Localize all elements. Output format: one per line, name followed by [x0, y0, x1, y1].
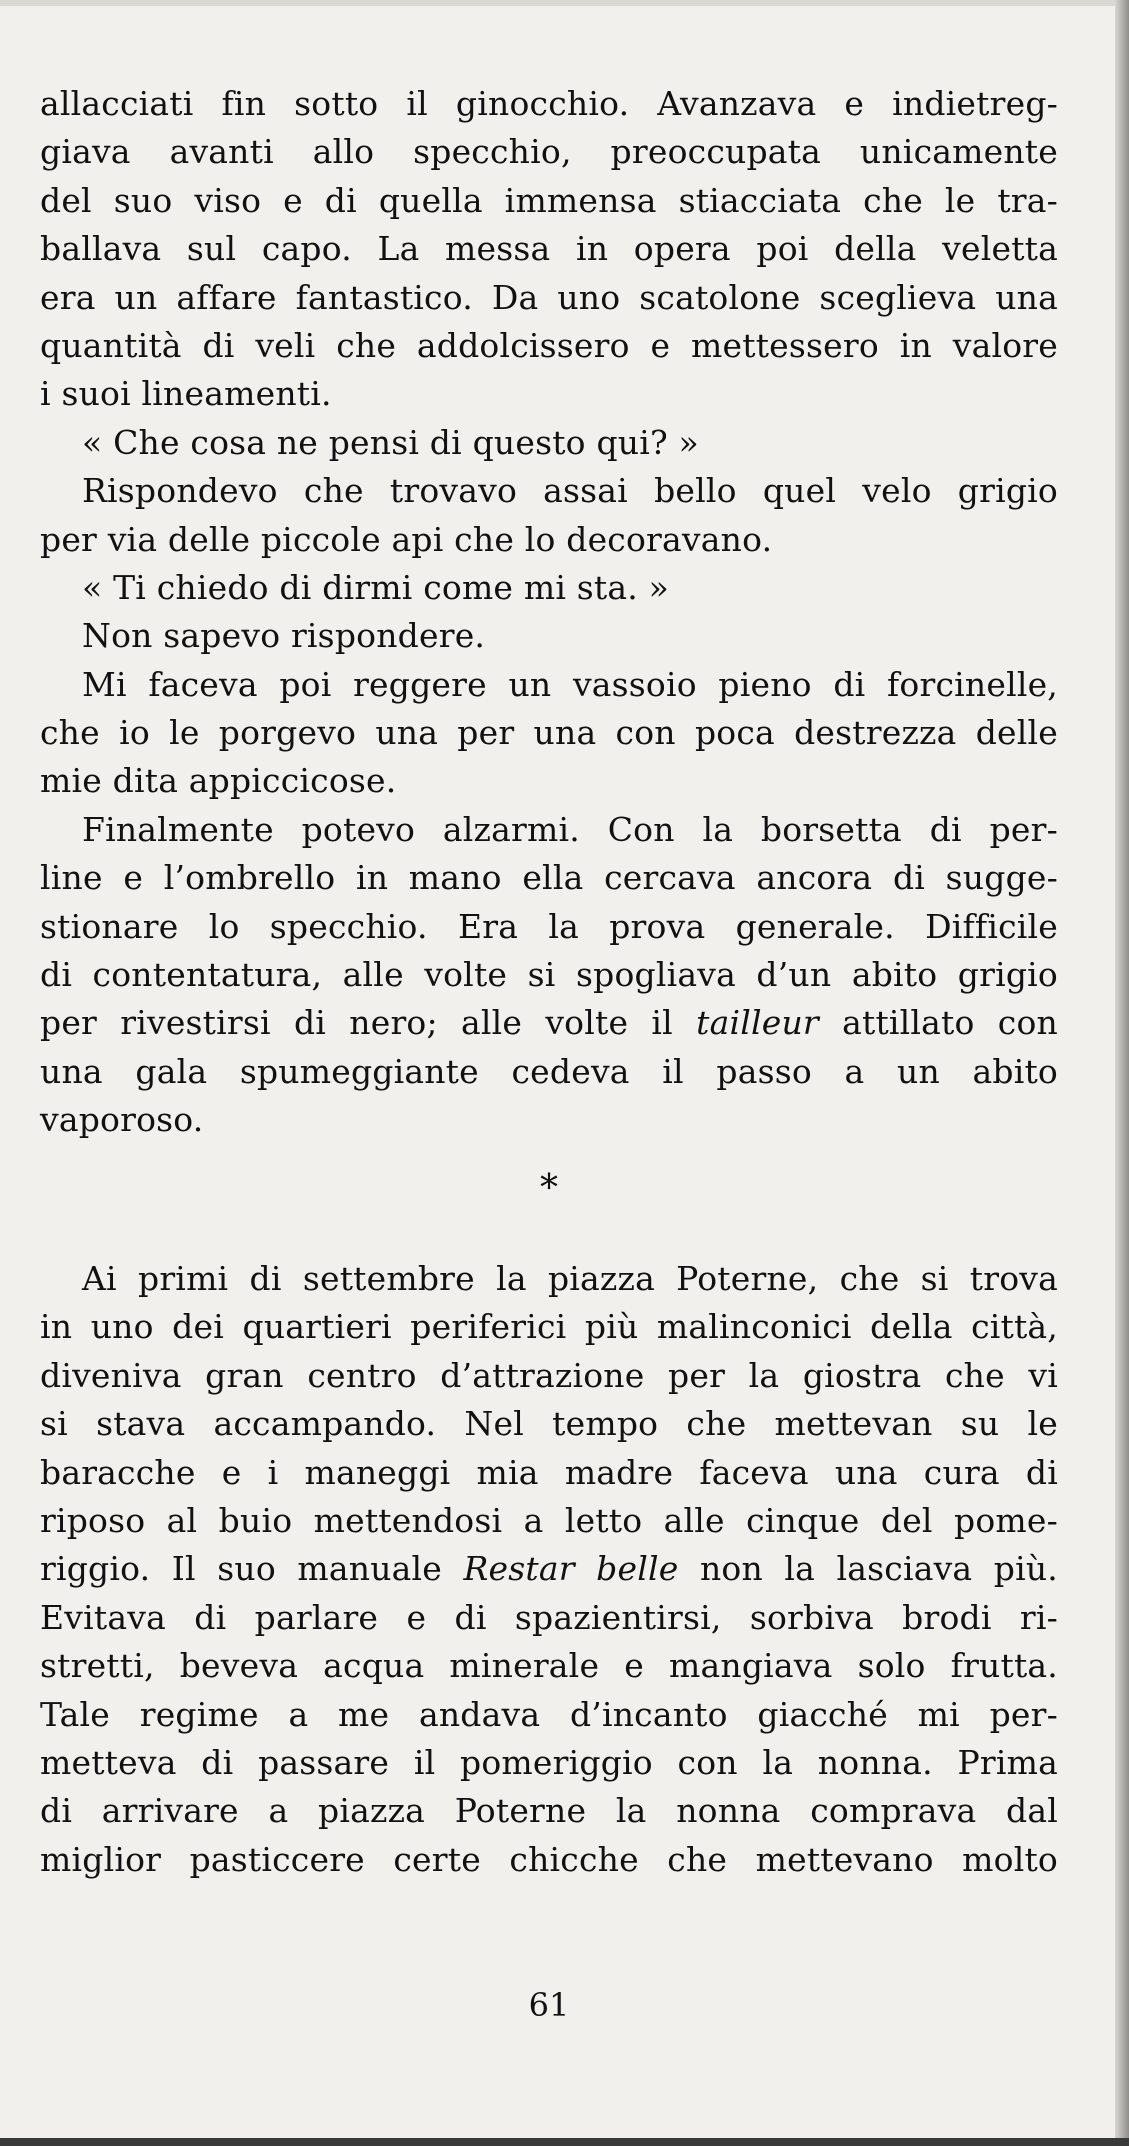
- text-line: miglior pasticcere certe chicche che mettevano molto: [40, 1839, 1058, 1879]
- text-line: baracche e i maneggi mia madre faceva una cura di: [40, 1452, 1058, 1492]
- text-line: si stava accampando. Nel tempo che mettevan su le: [40, 1404, 1058, 1444]
- text-line: ballava sul capo. La messa in opera poi della veletta: [40, 229, 1058, 269]
- text-line: quantità di veli che addolcissero e mettessero in valore: [40, 325, 1058, 365]
- text-line: riposo al buio mettendosi a letto alle cinque del pome-: [40, 1500, 1058, 1540]
- text-line: giava avanti allo specchio, preoccupata unicamente: [40, 132, 1058, 172]
- text-line: mie dita appiccicose.: [40, 761, 397, 801]
- text-segment: per rivestirsi di nero; alle volte il: [40, 1003, 697, 1043]
- text-line: Ai primi di settembre la piazza Poterne, che si trova: [82, 1259, 1058, 1298]
- text-line: allacciati fin sotto il ginocchio. Avanzava e indietreg-: [40, 84, 1058, 123]
- text-line-with-italic: [40, 999, 1058, 1047]
- text-line: di contentatura, alle volte si spogliava d’un abito grigio: [40, 955, 1058, 995]
- text-line: stionare lo specchio. Era la prova generale. Difficile: [40, 906, 1058, 946]
- book-page: [40, 80, 1058, 2024]
- paragraph-3: [40, 467, 1058, 564]
- italic-title: Restar belle: [463, 1549, 679, 1589]
- text-line: di arrivare a piazza Poterne la nonna comprava dal: [40, 1791, 1058, 1831]
- paragraph-2: [40, 419, 1058, 467]
- italic-word: tailleur: [696, 1003, 819, 1043]
- text-line: i suoi lineamenti.: [40, 374, 332, 414]
- text-line: Rispondevo che trovavo assai bello quel velo grigio: [82, 471, 1058, 511]
- text-line: in uno dei quartieri periferici più malinconici della città,: [40, 1307, 1058, 1347]
- text-line: Non sapevo rispondere.: [82, 616, 486, 656]
- paragraph-5: [40, 612, 1058, 660]
- page-edge-top: [0, 0, 1129, 6]
- paragraph-7: [40, 806, 1058, 1145]
- text-line: Tale regime a me andava d’incanto giacché mi per-: [40, 1694, 1058, 1734]
- text-line: Evitava di parlare e di spazientirsi, sorbiva brodi ri-: [40, 1597, 1058, 1637]
- text-segment: attillato con: [818, 1003, 1058, 1043]
- text-line: diveniva gran centro d’attrazione per la giostra che vi: [40, 1355, 1058, 1395]
- page-edge-bottom: [0, 2138, 1129, 2146]
- text-line: line e l’ombrello in mano ella cercava ancora di sugge-: [40, 858, 1058, 898]
- paragraph-4: [40, 564, 1058, 612]
- paragraph-1: [40, 80, 1058, 419]
- text-line: stretti, beveva acqua minerale e mangiava solo frutta.: [40, 1646, 1058, 1686]
- dialogue-line: « Ti chiedo di dirmi come mi sta. »: [82, 567, 670, 607]
- text-line: del suo viso e di quella immensa stiacciata che le tra-: [40, 180, 1058, 220]
- text-line: vaporoso.: [40, 1100, 204, 1140]
- paragraph-8: [40, 1255, 1058, 1884]
- text-line: Finalmente potevo alzarmi. Con la borsetta di per-: [82, 809, 1058, 849]
- page-number: 61: [528, 1986, 570, 2024]
- page-edge-right: [1115, 0, 1129, 2146]
- text-segment: non la lasciava più.: [678, 1549, 1058, 1589]
- text-line: una gala spumeggiante cedeva il passo a un abito: [40, 1051, 1058, 1091]
- text-segment: riggio. Il suo manuale: [40, 1549, 464, 1589]
- paragraph-6: [40, 661, 1058, 806]
- text-line: che io le porgevo una per una con poca destrezza delle: [40, 713, 1058, 753]
- section-break-asterisk: *: [540, 1168, 558, 1209]
- text-line: era un affare fantastico. Da uno scatolone sceglieva una: [40, 277, 1058, 317]
- dialogue-line: « Che cosa ne pensi di questo qui? »: [82, 422, 699, 462]
- text-line: Mi faceva poi reggere un vassoio pieno di forcinelle,: [82, 664, 1058, 704]
- text-line: metteva di passare il pomeriggio con la nonna. Prima: [40, 1742, 1058, 1782]
- text-line-with-italic: [40, 1545, 1058, 1593]
- text-line: per via delle piccole api che lo decoravano.: [40, 519, 773, 559]
